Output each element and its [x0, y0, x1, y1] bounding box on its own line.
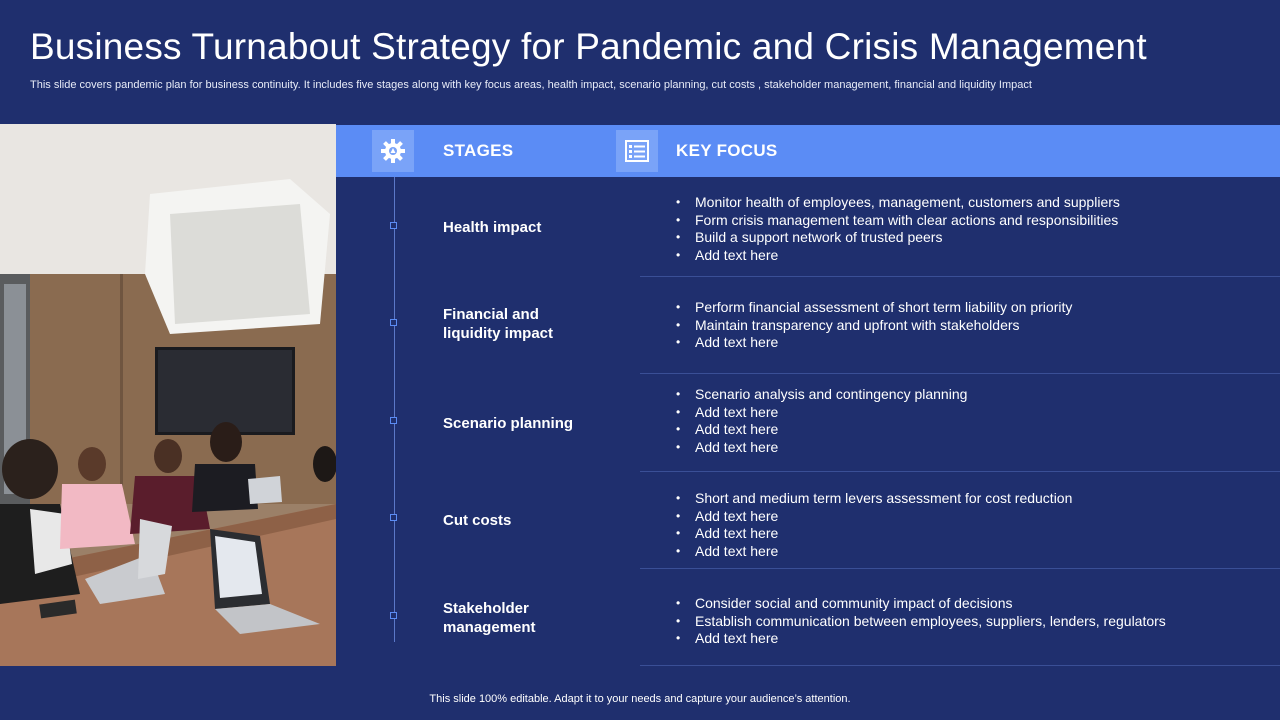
slide-subtitle: This slide covers pandemic plan for business continuity. It includes five stages along with key focus areas, health impact, scenario planning, cut costs , stakeholder management, financial and liquidity Impact — [30, 79, 1032, 91]
stage-label-line: liquidity impact — [443, 325, 554, 342]
timeline-marker — [390, 319, 397, 326]
row-divider — [640, 665, 1280, 666]
focus-item: • Add text here — [676, 543, 1072, 561]
timeline-marker — [390, 514, 397, 521]
focus-item: • Scenario analysis and contingency planning — [676, 386, 967, 404]
key-focus-list — [676, 299, 1072, 352]
stage-label: Health impact — [443, 219, 542, 236]
key-focus-list — [676, 386, 967, 456]
stage-label-line: Financial and — [443, 306, 539, 323]
focus-item: • Add text here — [676, 630, 1166, 648]
timeline-marker — [390, 222, 397, 229]
focus-item: • Maintain transparency and upfront with stakeholders — [676, 317, 1072, 335]
row-divider — [640, 373, 1280, 374]
timeline-marker — [390, 417, 397, 424]
key-focus-list — [676, 194, 1120, 264]
meeting-room-photo — [0, 124, 336, 666]
stage-label: Scenario planning — [443, 415, 574, 432]
focus-item: • Add text here — [676, 525, 1072, 543]
focus-item: • Short and medium term levers assessment for cost reduction — [676, 490, 1072, 508]
stage-label-line: management — [443, 619, 536, 636]
slide-title: Business Turnabout Strategy for Pandemic and Crisis Management — [30, 26, 1147, 67]
row-divider — [640, 568, 1280, 569]
stages-header: STAGES — [443, 141, 514, 160]
slide-footer: This slide 100% editable. Adapt it to your needs and capture your audience’s attention. — [429, 693, 851, 705]
timeline-marker — [390, 612, 397, 619]
focus-item: • Build a support network of trusted peers — [676, 229, 1120, 247]
row-divider — [640, 276, 1280, 277]
checklist-icon — [616, 130, 658, 172]
focus-item: • Add text here — [676, 404, 967, 422]
focus-item: • Perform financial assessment of short term liability on priority — [676, 299, 1072, 317]
table-header-bar — [336, 125, 1280, 177]
timeline-line — [394, 177, 395, 642]
focus-item: • Form crisis management team with clear actions and responsibilities — [676, 212, 1120, 230]
focus-item: • Add text here — [676, 334, 1072, 352]
focus-item: • Monitor health of employees, management, customers and suppliers — [676, 194, 1120, 212]
focus-item: • Add text here — [676, 247, 1120, 265]
row-divider — [640, 471, 1280, 472]
key-focus-list — [676, 490, 1072, 560]
focus-item: • Add text here — [676, 439, 967, 457]
focus-item: • Consider social and community impact of decisions — [676, 595, 1166, 613]
stage-label: Cut costs — [443, 512, 512, 529]
stage-label — [443, 599, 536, 637]
focus-item: • Add text here — [676, 421, 967, 439]
focus-item: • Add text here — [676, 508, 1072, 526]
key-focus-header: KEY FOCUS — [676, 141, 778, 160]
focus-item: • Establish communication between employees, suppliers, lenders, regulators — [676, 613, 1166, 631]
gear-icon — [372, 130, 414, 172]
key-focus-list — [676, 595, 1166, 648]
stage-label-line: Stakeholder — [443, 600, 529, 617]
stage-label — [443, 305, 553, 343]
